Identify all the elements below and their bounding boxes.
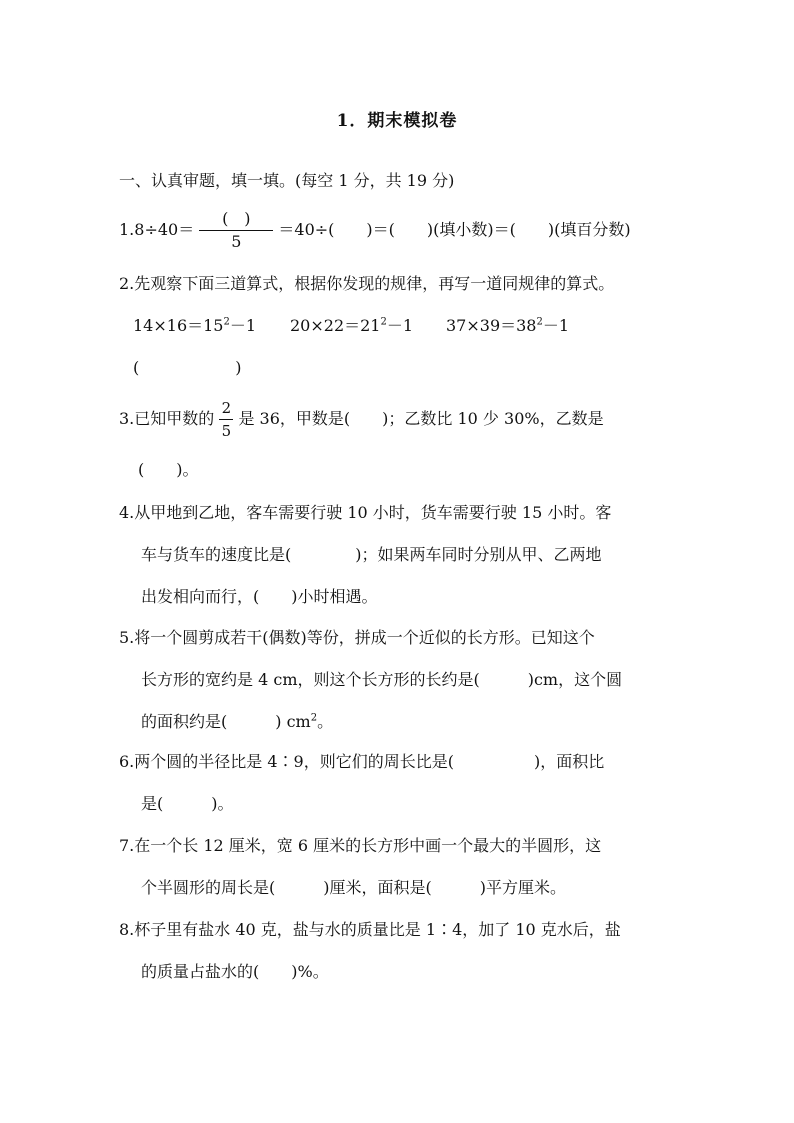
q1-fraction-denominator: 5 xyxy=(231,232,242,251)
question-8-line-1: 8.杯子里有盐水 40 克，盐与水的质量比是 1∶4，加了 10 克水后，盐 xyxy=(119,920,621,939)
q2-equation-2 xyxy=(290,316,413,336)
q1-prefix: 1.8÷40＝ xyxy=(119,220,195,239)
question-2: 2.先观察下面三道算式，根据你发现的规律，再写一道同规律的算式。 xyxy=(119,274,615,293)
fraction-bar xyxy=(219,419,233,420)
q2-eq2-exponent: 2 xyxy=(380,316,387,328)
q5-line3-text: 的面积约是( ) cm xyxy=(141,712,311,731)
q3-fraction-numerator: 2 xyxy=(221,399,232,417)
q3-fraction xyxy=(219,398,233,441)
q5-line3-end: 。 xyxy=(317,712,334,731)
q5-unit-exponent: 2 xyxy=(310,712,318,724)
page-title: 1．期末模拟卷 xyxy=(336,111,458,131)
fraction-bar xyxy=(199,230,273,231)
question-4-line-3: 出发相向而行，( )小时相遇。 xyxy=(141,587,378,606)
q1-suffix: ＝40÷( )＝( )(填小数)＝( )(填百分数) xyxy=(278,220,631,239)
question-5-line-2: 长方形的宽约是 4 cm，则这个长方形的长约是( )cm，这个圆 xyxy=(141,670,623,689)
q2-eq3-base: 37×39＝38 xyxy=(446,316,537,335)
section-heading: 一、认真审题，填一填。(每空 1 分，共 19 分) xyxy=(119,171,455,190)
q2-eq2-base: 20×22＝21 xyxy=(290,316,381,335)
q3-prefix: 3.已知甲数的 xyxy=(119,409,215,428)
question-3 xyxy=(119,398,604,441)
q2-equation-3 xyxy=(446,316,569,336)
question-6-line-1: 6.两个圆的半径比是 4∶9，则它们的周长比是( )，面积比 xyxy=(119,752,605,771)
question-1 xyxy=(119,209,631,252)
q2-eq3-exponent: 2 xyxy=(536,316,543,328)
question-4-line-2: 车与货车的速度比是( )；如果两车同时分别从甲、乙两地 xyxy=(141,545,602,564)
q2-eq3-tail: －1 xyxy=(542,316,570,335)
q3-suffix: 是 36，甲数是( )；乙数比 10 少 30%，乙数是 xyxy=(238,409,604,428)
q1-fraction-numerator[interactable]: ( ) xyxy=(222,209,251,228)
q3-line-2: ( )。 xyxy=(138,460,199,479)
q1-fraction xyxy=(199,209,273,252)
question-5-line-3 xyxy=(141,712,333,732)
q2-answer-blank[interactable]: ( ) xyxy=(133,358,242,377)
question-6-line-2: 是( )。 xyxy=(141,794,234,813)
question-7-line-2: 个半圆形的周长是( )厘米，面积是( )平方厘米。 xyxy=(141,878,566,897)
q2-eq1-base: 14×16＝15 xyxy=(133,316,224,335)
q3-fraction-denominator: 5 xyxy=(221,422,232,440)
question-4-line-1: 4.从甲地到乙地，客车需要行驶 10 小时，货车需要行驶 15 小时。客 xyxy=(119,503,612,522)
q2-eq1-tail: －1 xyxy=(229,316,257,335)
question-5-line-1: 5.将一个圆剪成若干(偶数)等份，拼成一个近似的长方形。已知这个 xyxy=(119,628,595,647)
question-8-line-2: 的质量占盐水的( )%。 xyxy=(141,962,329,981)
q2-eq2-tail: －1 xyxy=(386,316,414,335)
question-7-line-1: 7.在一个长 12 厘米，宽 6 厘米的长方形中画一个最大的半圆形，这 xyxy=(119,836,602,855)
q2-eq1-exponent: 2 xyxy=(223,316,230,328)
q2-equation-1 xyxy=(133,316,256,336)
